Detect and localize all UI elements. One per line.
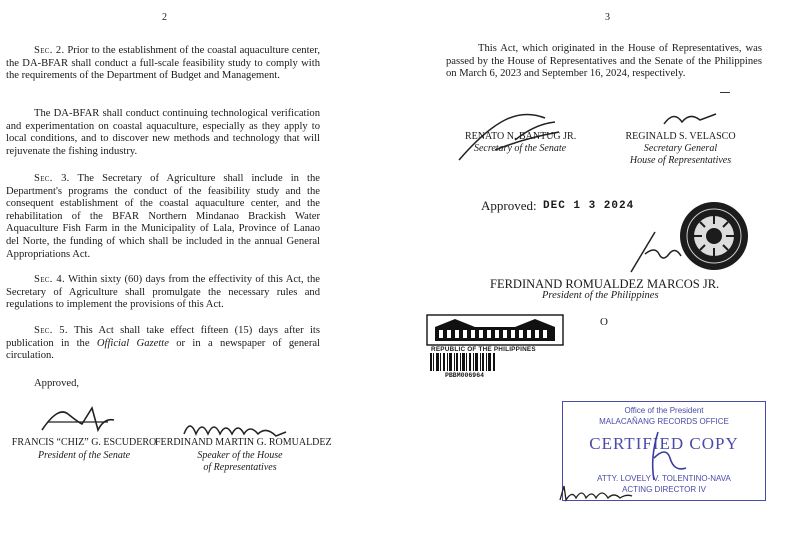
section-3 (6, 173, 320, 261)
stamp-director: ACTING DIRECTOR IV (622, 485, 706, 494)
approval-date: DEC 1 3 2024 (543, 200, 635, 212)
romualdez-name: FERDINAND MARTIN G. ROMUALDEZ (155, 437, 332, 448)
palace-label: REPUBLIC OF THE PHILIPPINES (431, 346, 536, 353)
section-2-paragraph-2: The DA-BFAR shall conduct continuing technological verification and experimentation on coastal aquaculture, especially as they apply to local conditions, and to discover new methods and technology that will rejuvenate the fishing industry. (6, 108, 320, 157)
page-number: 2 (162, 12, 167, 23)
presidential-seal-icon (678, 200, 750, 272)
section-3-heading: Sec. 3. (34, 173, 70, 184)
stamp-records-office: MALACAÑANG RECORDS OFFICE (599, 417, 729, 426)
section-3-text: The Secretary of Agriculture shall include in the Department's programs the conduct of the feasibility study and the consequent establishment of the coastal aquaculture center, and the rehabilitation of the BFAR Northern Mindanao Brackish Water Aquaculture Fish Farm in the Municipality of Lala, Province of Lanao del Norte, the funding of which shall be included in the annual General Appropriations Act. (6, 173, 320, 260)
approved-label: Approved, (34, 378, 80, 389)
section-2 (6, 45, 320, 83)
section-4-text: Within sixty (60) days from the effectivity of this Act, the Secretary of Agriculture shall promulgate the necessary rules and regulations to implement the provisions of this Act. (6, 274, 320, 311)
section-5-heading: Sec. 5. (34, 325, 68, 336)
o-mark: O (600, 316, 608, 328)
velasco-name: REGINALD S. VELASCO (625, 131, 736, 142)
president-signature (625, 228, 685, 278)
romualdez-title-2: of Representatives (203, 462, 277, 473)
president-name: FERDINAND ROMUALDEZ MARCOS JR. (490, 277, 720, 291)
approved-label-right: Approved: (481, 198, 537, 213)
section-2-heading: Sec. 2. (34, 45, 65, 56)
section-5 (6, 325, 320, 363)
official-gazette: Official Gazette (96, 337, 169, 349)
stamp-office: Office of the President (624, 406, 704, 415)
stamp-signature (630, 428, 690, 488)
malacanang-palace-icon (425, 313, 565, 349)
section-5-text-end: or in a newspaper of general circulation. (6, 337, 320, 362)
initials-signature (556, 482, 636, 506)
velasco-mark (720, 92, 730, 93)
escudero-name: FRANCIS “CHIZ” G. ESCUDERO (11, 437, 157, 448)
page-number: 3 (605, 12, 610, 23)
stamp-certified-copy: CERTIFIED COPY (589, 434, 739, 453)
escudero-title: President of the Senate (37, 450, 131, 461)
section-4 (6, 274, 320, 312)
section-5-text: This Act shall take effect fifteen (15) days after its publication in the (6, 325, 320, 349)
section-4-heading: Sec. 4. (34, 274, 65, 285)
origin-statement: This Act, which originated in the House of Representatives, was passed by the House of Representatives and the Senate of the Philippines on March 6, 2023 and September 16, 2024, respectively. (446, 43, 762, 80)
barcode-number: PBBM006964 (445, 372, 485, 379)
section-2-text: Prior to the establishment of the coastal aquaculture center, the DA-BFAR shall conduct a full-scale feasibility study to comply with the requirements of the Department of Budget and Management. (6, 45, 320, 82)
stamp-attorney: ATTY. LOVELY V. TOLENTINO-NAVA (597, 474, 731, 483)
velasco-signature (660, 108, 720, 130)
president-title: President of the Philippines (542, 290, 659, 301)
bantug-title: Secretary of the Senate (473, 143, 567, 154)
barcode-icon (430, 353, 496, 371)
bantug-name: RENATO N. BANTUG JR. (465, 131, 577, 142)
velasco-title-1: Secretary General (643, 143, 718, 154)
romualdez-title-1: Speaker of the House (197, 450, 283, 461)
velasco-title-2: House of Representatives (629, 155, 732, 166)
escudero-signature (38, 400, 118, 440)
